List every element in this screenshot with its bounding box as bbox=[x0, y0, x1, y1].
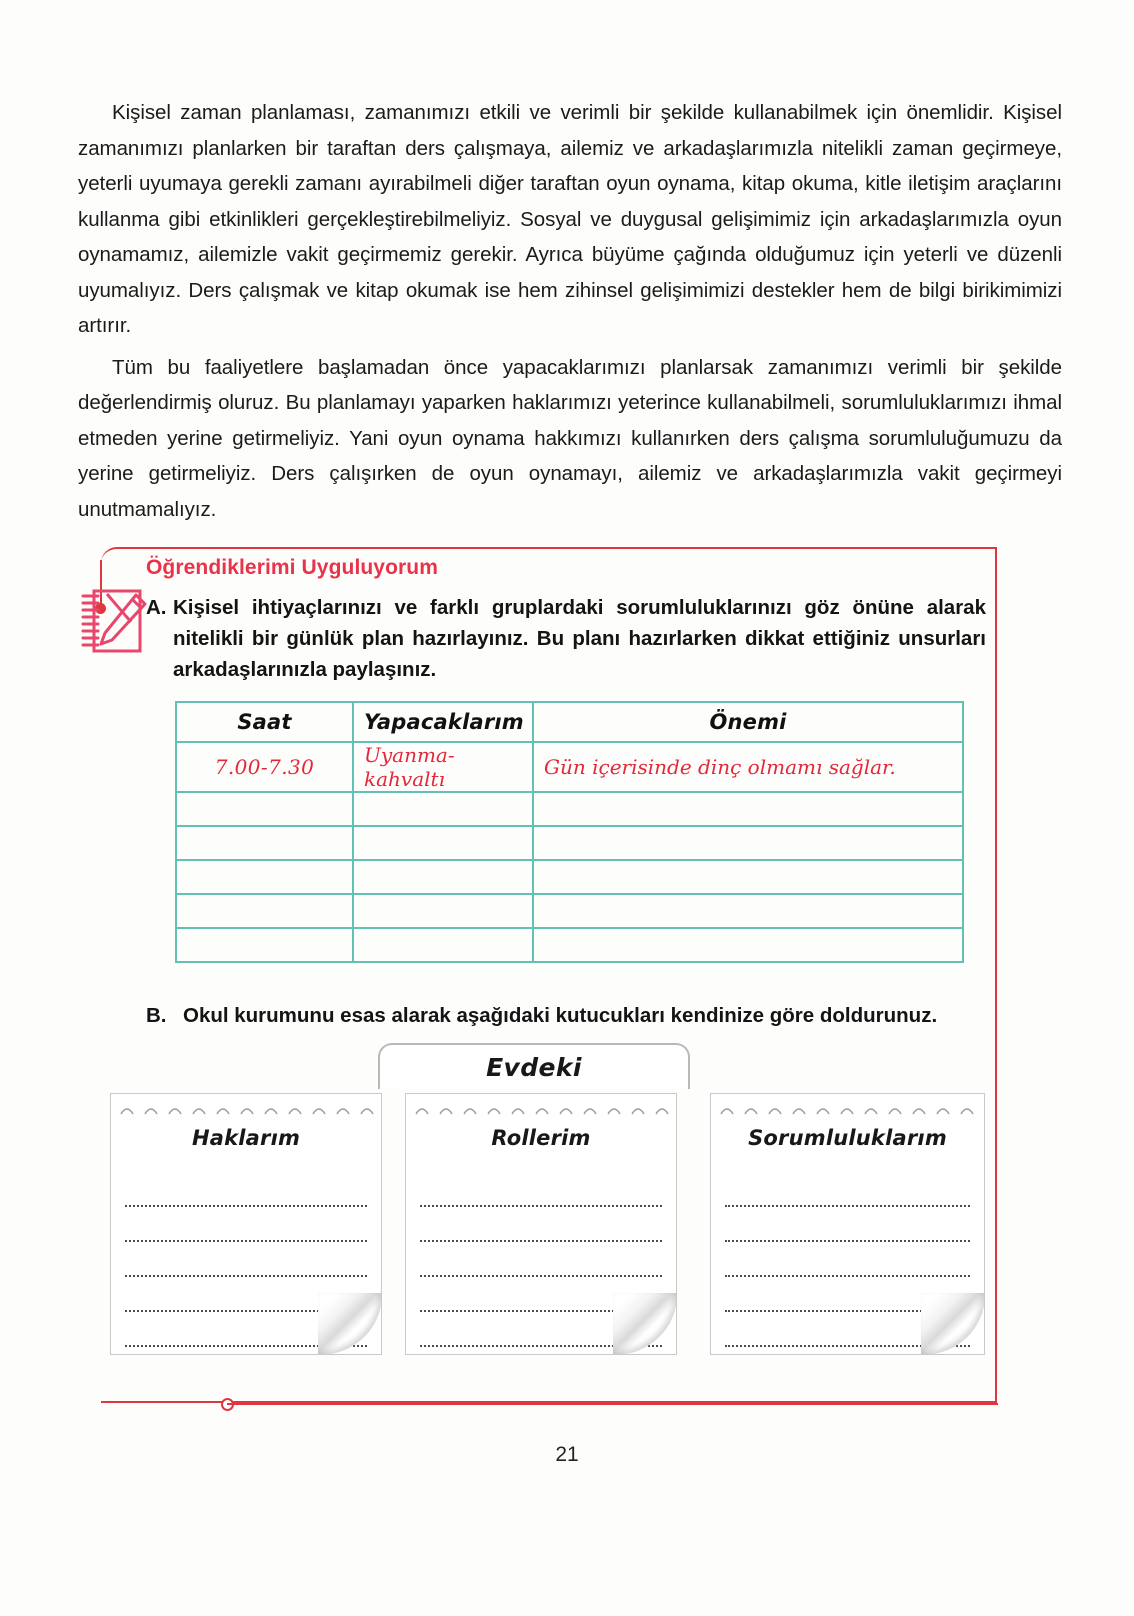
notebook-pencil-icon bbox=[79, 582, 155, 660]
task-b bbox=[146, 1000, 986, 1031]
cell-yapacaklarim[interactable] bbox=[353, 792, 533, 826]
task-b-letter: B. bbox=[146, 1004, 167, 1027]
perforation-icon bbox=[406, 1102, 676, 1118]
page-curl bbox=[318, 1293, 382, 1355]
note-card-title: Haklarım bbox=[191, 1126, 301, 1150]
paragraph-2: Tüm bu faaliyetlere başlamadan önce yapacaklarımızı planlarsak zamanımızı verimli bir şekilde değerlendirmiş oluruz. Bu planlamayı yaparken haklarımızı yeterince kullanabilmeli, sorumluluklarımızı ihmal etmeden yerine getirmeliyiz. Yani oyun oynama hakkımızı kullanırken ders çalışma sorumluluğumuzu da yerine getirmeliyiz. Ders çalışırken de oyun oynamayı, ailemiz ve arkadaşlarımızla vakit geçirmeyi unutmamalıyız. bbox=[78, 355, 1062, 521]
column-header-onemi: Önemi bbox=[533, 702, 963, 742]
note-card-haklarim[interactable] bbox=[110, 1093, 382, 1355]
cell-onemi[interactable] bbox=[533, 860, 963, 894]
write-line[interactable] bbox=[125, 1207, 367, 1242]
write-line[interactable] bbox=[125, 1172, 367, 1207]
note-card-rollerim[interactable] bbox=[405, 1093, 677, 1355]
perforation-icon bbox=[111, 1102, 381, 1118]
write-line[interactable] bbox=[420, 1207, 662, 1242]
task-a bbox=[146, 592, 986, 685]
task-b-text: Okul kurumunu esas alarak aşağıdaki kutucukları kendinize göre doldurunuz. bbox=[183, 1004, 938, 1027]
cell-saat[interactable]: 7.00-7.30 bbox=[176, 742, 353, 792]
write-line[interactable] bbox=[725, 1242, 970, 1277]
cell-saat[interactable] bbox=[176, 928, 353, 962]
footer-rule bbox=[227, 1403, 998, 1405]
write-line[interactable] bbox=[125, 1242, 367, 1277]
cell-yapacaklarim[interactable] bbox=[353, 894, 533, 928]
note-card-title: Rollerim bbox=[491, 1126, 591, 1150]
write-line[interactable] bbox=[420, 1172, 662, 1207]
cell-saat[interactable] bbox=[176, 826, 353, 860]
task-a-letter: A. bbox=[146, 596, 167, 619]
table-row[interactable] bbox=[176, 894, 963, 928]
cell-yapacaklarim[interactable] bbox=[353, 826, 533, 860]
cell-onemi[interactable] bbox=[533, 928, 963, 962]
cell-onemi[interactable] bbox=[533, 826, 963, 860]
context-tab-evdeki[interactable]: Evdeki bbox=[378, 1043, 690, 1089]
cell-saat[interactable] bbox=[176, 860, 353, 894]
table-row[interactable] bbox=[176, 860, 963, 894]
write-line[interactable] bbox=[420, 1242, 662, 1277]
page-curl bbox=[613, 1293, 677, 1355]
cell-saat[interactable] bbox=[176, 894, 353, 928]
perforation-icon bbox=[711, 1102, 984, 1118]
table-row[interactable] bbox=[176, 792, 963, 826]
table-row[interactable] bbox=[176, 742, 963, 792]
column-header-saat: Saat bbox=[176, 702, 353, 742]
daily-plan-table bbox=[175, 701, 964, 963]
write-line[interactable] bbox=[725, 1172, 970, 1207]
cell-yapacaklarim[interactable]: Uyanma-kahvaltı bbox=[353, 742, 533, 792]
cell-onemi[interactable]: Gün içerisinde dinç olmamı sağlar. bbox=[533, 742, 963, 792]
page-curl bbox=[921, 1293, 985, 1355]
table-row[interactable] bbox=[176, 826, 963, 860]
page-number: 21 bbox=[555, 1443, 579, 1466]
table-row[interactable] bbox=[176, 928, 963, 962]
cell-onemi[interactable] bbox=[533, 792, 963, 826]
column-header-yapacaklarim: Yapacaklarım bbox=[353, 702, 533, 742]
note-card-title: Sorumluluklarım bbox=[748, 1126, 947, 1150]
task-a-text: Kişisel ihtiyaçlarınızı ve farklı gruplardaki sorumluluklarınızı göz önüne alarak nitelikli bir günlük plan hazırlayınız. Bu planı hazırlarken dikkat ettiğiniz unsurları arkadaşlarınızla paylaşınız. bbox=[173, 596, 986, 681]
cell-yapacaklarim[interactable] bbox=[353, 860, 533, 894]
write-line[interactable] bbox=[725, 1207, 970, 1242]
activity-heading: Öğrendiklerimi Uyguluyorum bbox=[146, 556, 438, 579]
table-header-row bbox=[176, 702, 963, 742]
cell-onemi[interactable] bbox=[533, 894, 963, 928]
note-cards-group bbox=[110, 1093, 985, 1363]
note-card-sorumluluklarim[interactable] bbox=[710, 1093, 985, 1355]
paragraph-1: Kişisel zaman planlaması, zamanımızı etkili ve verimli bir şekilde kullanabilmek için önemlidir. Kişisel zamanımızı planlarken bir taraftan ders çalışmaya, ailemiz ve arkadaşlarımızla nitelikli zaman geçirmeye, yeterli uyumaya gerekli zamanı ayırabilmeli diğer taraftan oyun oynama, kitap okuma, kitle iletişim araçlarını kullanma gibi etkinlikleri gerçekleştirebilmeliyiz. Sosyal ve duygusal gelişimimiz için arkadaşlarımızla oyun oynamamız, ailemizle vakit geçirmemiz gerekir. Ayrıca büyüme çağında olduğumuz için yeterli ve düzenli uyumalıyız. Ders çalışmak ve kitap okumak ise hem zihinsel gelişimimizi destekler hem de bilgi birikimimizi artırır. bbox=[78, 101, 1062, 337]
cell-saat[interactable] bbox=[176, 792, 353, 826]
cell-yapacaklarim[interactable] bbox=[353, 928, 533, 962]
article-body bbox=[78, 95, 1062, 533]
